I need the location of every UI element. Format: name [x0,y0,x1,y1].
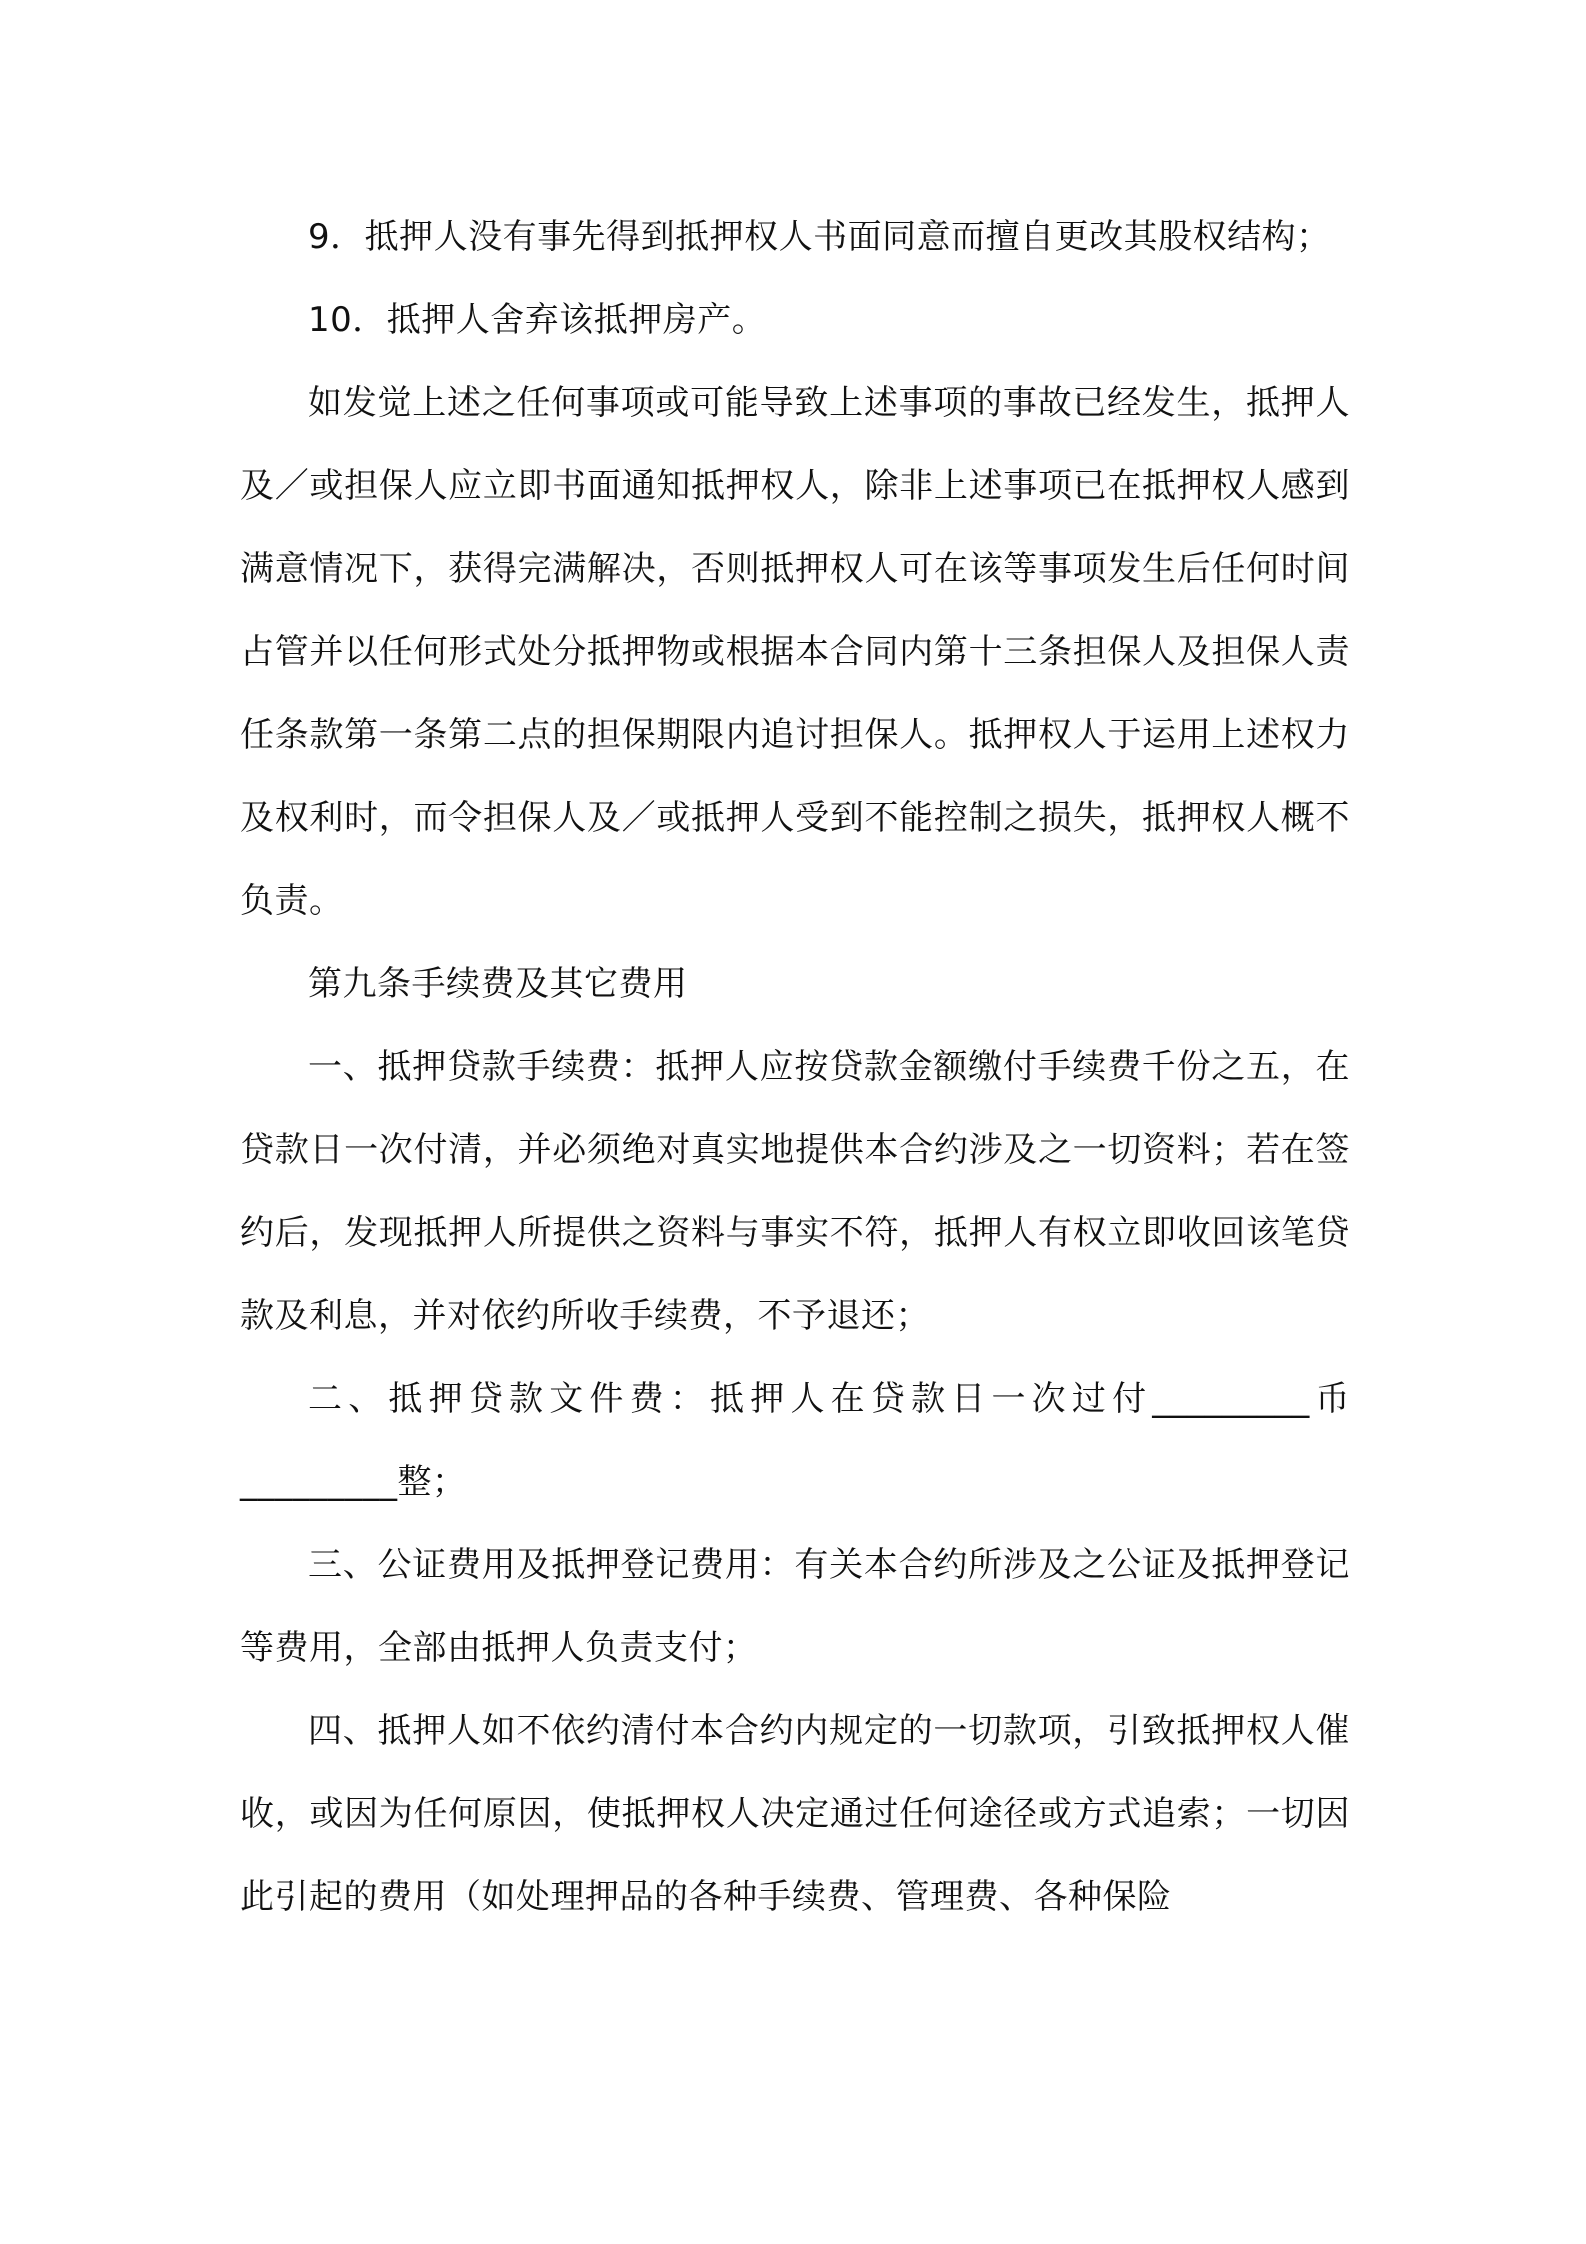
fee-item-3: 三、公证费用及抵押登记费用：有关本合约所涉及之公证及抵押登记等费用，全部由抵押人负责支付； [240,1545,1350,1668]
fee-item-1: 一、抵押贷款手续费：抵押人应按贷款金额缴付手续费千份之五，在贷款日一次付清，并必须绝对真实地提供本合约涉及之一切资料；若在签约后，发现抵押人所提供之资料与事实不符，抵押人有权立即收回该笔贷款及利息，并对依约所收手续费，不予退还； [240,1047,1350,1336]
article-9-heading: 第九条手续费及其它费用 [308,964,688,1004]
fee-item-4: 四、抵押人如不依约清付本合约内规定的一切款项，引致抵押权人催收，或因为任何原因，使抵押权人决定通过任何途径或方式追索；一切因此引起的费用（如处理押品的各种手续费、管理费、各种保险 [240,1711,1350,1917]
clause-9: 9．抵押人没有事先得到抵押权人书面同意而擅自更改其股权结构； [308,217,1331,257]
notice-paragraph: 如发觉上述之任何事项或可能导致上述事项的事故已经发生，抵押人及／或担保人应立即书面通知抵押权人，除非上述事项已在抵押权人感到满意情况下，获得完满解决，否则抵押权人可在该等事项发生后任何时间占管并以任何形式处分抵押物或根据本合同内第十三条担保人及担保人责任条款第一条第二点的担保期限内追讨担保人。抵押权人于运用上述权力及权利时，而令担保人及／或抵押人受到不能控制之损失，抵押权人概不负责。 [240,383,1350,921]
clause-10: 10．抵押人舍弃该抵押房产。 [308,300,767,340]
document-page [240,196,1350,1939]
fee-item-2: 二、抵押贷款文件费：抵押人在贷款日一次过付_________币_________整； [240,1379,1350,1502]
